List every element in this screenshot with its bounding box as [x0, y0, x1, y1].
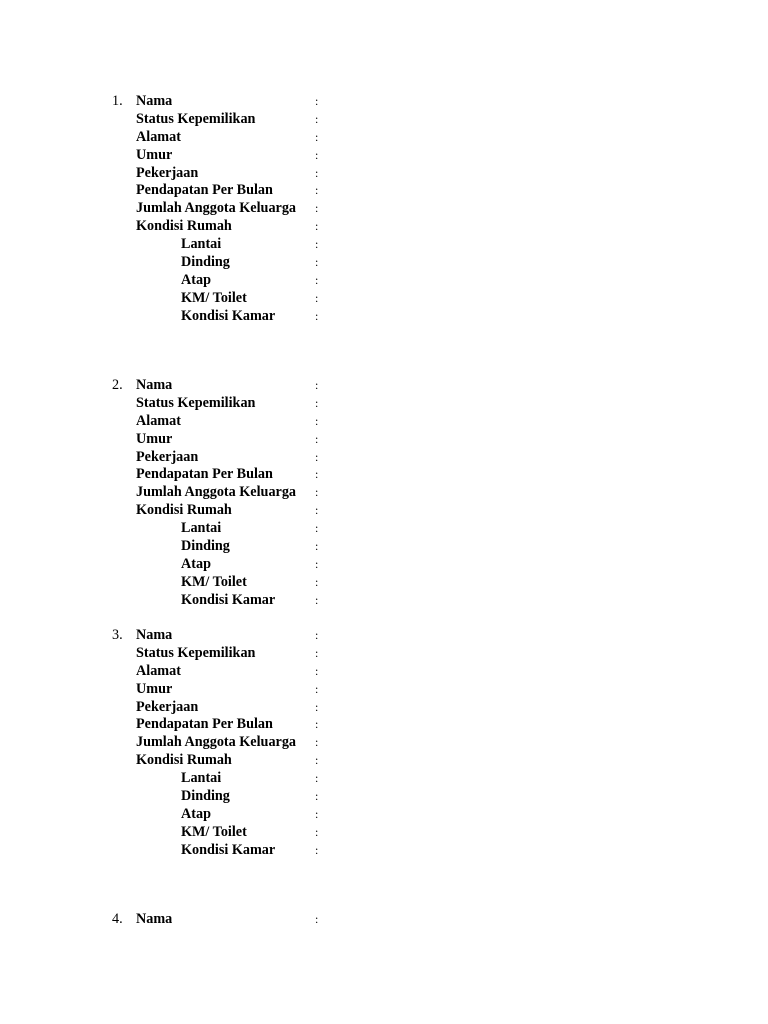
field-colon: : [315, 663, 319, 678]
field-colon: : [315, 485, 319, 500]
subfield-label: KM/ Toilet [181, 823, 247, 840]
field-row-alamat [110, 129, 410, 147]
field-row-jumlah-anggota [110, 200, 410, 218]
field-label: Umur [136, 680, 173, 697]
form-entry-4 [110, 911, 410, 929]
field-label: Jumlah Anggota Keluarga [136, 484, 297, 501]
subfield-row-lantai [110, 520, 410, 538]
subfield-row-atap [110, 556, 410, 574]
field-row-kondisi-rumah [110, 502, 410, 520]
field-label: Pekerjaan [136, 164, 199, 181]
entry-number: 3. [112, 627, 123, 643]
subfield-row-dinding [110, 788, 410, 806]
field-colon: : [315, 771, 319, 786]
subfield-label: Kondisi Kamar [181, 591, 276, 608]
subfield-row-atap [110, 806, 410, 824]
subfield-label: Atap [181, 271, 211, 288]
field-label: Nama [136, 377, 173, 393]
subfield-row-km-toilet [110, 290, 410, 308]
field-colon: : [315, 147, 319, 162]
field-row-alamat [110, 663, 410, 681]
subfield-row-km-toilet [110, 574, 410, 592]
field-colon: : [315, 681, 319, 696]
entry-number: 2. [112, 377, 123, 393]
field-colon: : [315, 628, 319, 642]
field-colon: : [315, 431, 319, 446]
field-row-status-kepemilikan [110, 645, 410, 663]
subfield-label: Lantai [181, 236, 222, 253]
subfield-row-atap [110, 272, 410, 290]
subfield-label: Kondisi Kamar [181, 841, 276, 858]
field-colon: : [315, 413, 319, 428]
field-row-pekerjaan [110, 449, 410, 467]
field-row-kondisi-rumah [110, 218, 410, 236]
entry-number: 1. [112, 93, 123, 109]
entry-number: 4. [112, 911, 123, 927]
field-label: Status Kepemilikan [136, 394, 256, 411]
field-label: Jumlah Anggota Keluarga [136, 734, 297, 751]
subfield-row-dinding [110, 254, 410, 272]
field-colon: : [315, 912, 319, 926]
field-colon: : [315, 574, 319, 589]
field-row-pendapatan [110, 182, 410, 200]
field-colon: : [315, 449, 319, 464]
field-colon: : [315, 717, 319, 732]
field-colon: : [315, 842, 319, 857]
subfield-label: Atap [181, 555, 211, 572]
field-row-status-kepemilikan [110, 395, 410, 413]
field-row-alamat [110, 413, 410, 431]
subfield-row-kondisi-kamar [110, 842, 410, 860]
field-colon: : [315, 467, 319, 482]
field-row-umur [110, 431, 410, 449]
field-label: Nama [136, 911, 173, 927]
subfield-row-dinding [110, 538, 410, 556]
field-label: Pekerjaan [136, 698, 199, 715]
field-colon: : [315, 290, 319, 305]
field-colon: : [315, 699, 319, 714]
form-entry-2 [110, 377, 410, 610]
field-colon: : [315, 521, 319, 536]
subfield-label: Dinding [181, 788, 230, 805]
field-colon: : [315, 308, 319, 323]
subfield-label: Lantai [181, 770, 222, 787]
field-colon: : [315, 272, 319, 287]
field-label: Alamat [136, 412, 181, 429]
field-colon: : [315, 237, 319, 252]
field-label: Pekerjaan [136, 448, 199, 465]
form-entry-3 [110, 627, 410, 860]
field-label: Pendapatan Per Bulan [136, 716, 273, 733]
field-colon: : [315, 111, 319, 126]
field-colon: : [315, 556, 319, 571]
field-label: Umur [136, 430, 173, 447]
field-row-pendapatan [110, 466, 410, 484]
field-colon: : [315, 395, 319, 410]
field-colon: : [315, 201, 319, 216]
field-label: Nama [136, 627, 173, 643]
field-row-nama [110, 377, 410, 395]
subfield-label: Atap [181, 805, 211, 822]
field-colon: : [315, 94, 319, 108]
field-row-pekerjaan [110, 165, 410, 183]
field-colon: : [315, 735, 319, 750]
field-row-nama [110, 93, 410, 111]
field-label: Alamat [136, 128, 181, 145]
field-colon: : [315, 503, 319, 518]
field-row-pekerjaan [110, 699, 410, 717]
field-colon: : [315, 592, 319, 607]
field-label: Status Kepemilikan [136, 110, 256, 127]
subfield-row-lantai [110, 770, 410, 788]
field-row-pendapatan [110, 716, 410, 734]
field-colon: : [315, 378, 319, 392]
field-row-nama [110, 911, 410, 929]
field-label: Pendapatan Per Bulan [136, 466, 273, 483]
field-colon: : [315, 129, 319, 144]
field-colon: : [315, 219, 319, 234]
subfield-row-kondisi-kamar [110, 592, 410, 610]
field-row-status-kepemilikan [110, 111, 410, 129]
field-label: Kondisi Rumah [136, 502, 232, 519]
subfield-row-lantai [110, 236, 410, 254]
field-colon: : [315, 645, 319, 660]
field-colon: : [315, 255, 319, 270]
field-row-jumlah-anggota [110, 734, 410, 752]
field-label: Kondisi Rumah [136, 752, 232, 769]
subfield-label: KM/ Toilet [181, 573, 247, 590]
field-colon: : [315, 806, 319, 821]
form-entry-1 [110, 93, 410, 326]
subfield-label: Kondisi Kamar [181, 307, 276, 324]
subfield-row-kondisi-kamar [110, 308, 410, 326]
subfield-label: Dinding [181, 254, 230, 271]
field-label: Pendapatan Per Bulan [136, 182, 273, 199]
subfield-label: Dinding [181, 538, 230, 555]
field-row-jumlah-anggota [110, 484, 410, 502]
field-colon: : [315, 539, 319, 554]
field-label: Status Kepemilikan [136, 644, 256, 661]
field-colon: : [315, 183, 319, 198]
field-label: Jumlah Anggota Keluarga [136, 200, 297, 217]
field-row-nama [110, 627, 410, 645]
field-colon: : [315, 824, 319, 839]
field-label: Alamat [136, 662, 181, 679]
field-label: Kondisi Rumah [136, 218, 232, 235]
subfield-row-km-toilet [110, 824, 410, 842]
field-label: Umur [136, 146, 173, 163]
field-row-umur [110, 681, 410, 699]
subfield-label: Lantai [181, 520, 222, 537]
field-row-umur [110, 147, 410, 165]
field-row-kondisi-rumah [110, 752, 410, 770]
field-colon: : [315, 165, 319, 180]
field-colon: : [315, 753, 319, 768]
field-label: Nama [136, 93, 173, 109]
subfield-label: KM/ Toilet [181, 289, 247, 306]
field-colon: : [315, 789, 319, 804]
